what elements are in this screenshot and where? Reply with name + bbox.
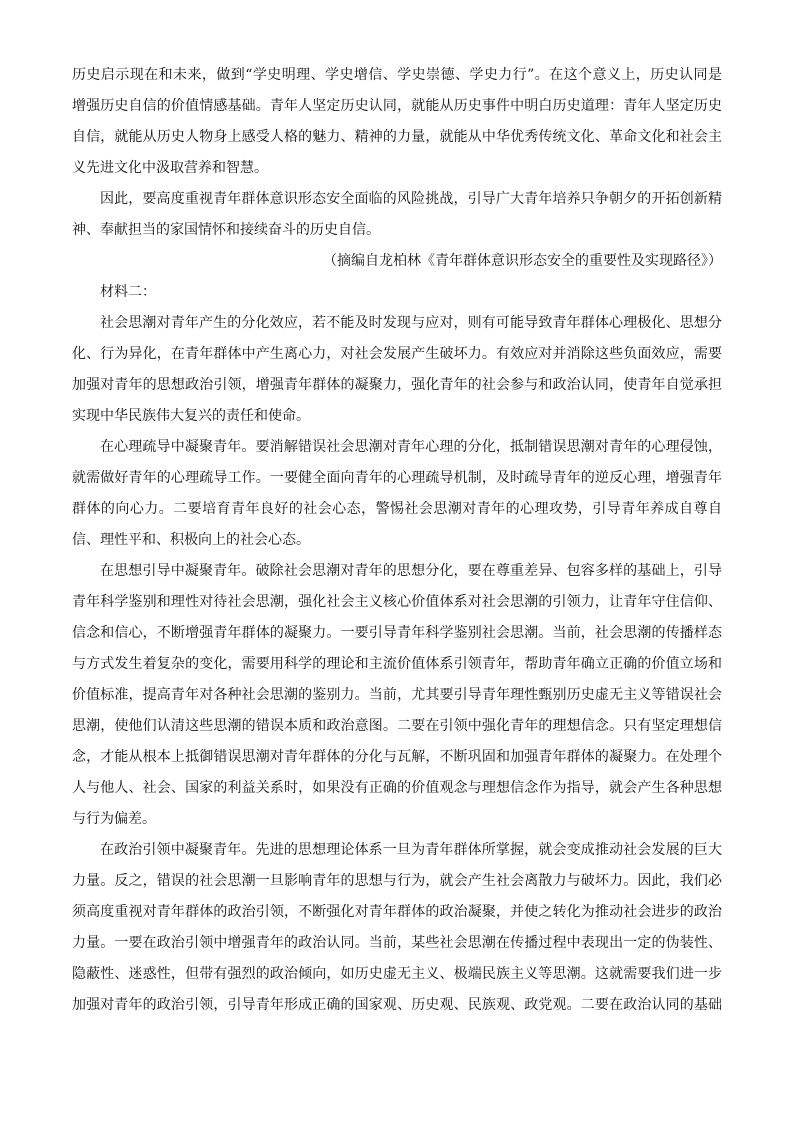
text-line: 社会思潮对青年产生的分化效应，若不能及时发现与应对，则有可能导致青年群体心理极化、思想分 <box>100 315 722 331</box>
text-line: 就需做好青年的心理疏导工作。一要健全面向青年的心理疏导机制，及时疏导青年的逆反心理，增强青年 <box>72 470 722 486</box>
text-line: 信、理性平和、积极向上的社会心态。 <box>72 532 310 548</box>
text-line: 隐蔽性、迷惑性，但带有强烈的政治倾向，如历史虚无主义、极端民族主义等思潮。这就需要我们进一步 <box>72 966 722 982</box>
text-line: 信念和信心，不断增强青年群体的凝聚力。一要引导青年科学鉴别社会思潮。当前，社会思潮的传播样态 <box>72 625 722 641</box>
section-heading: 材料二： <box>100 284 156 300</box>
text-line: 须高度重视对青年群体的政治引领，不断强化对青年群体的政治凝聚，并使之转化为推动社会进步的政治 <box>72 904 722 920</box>
text-line: 群体的向心力。二要培育青年良好的社会心态，警惕社会思潮对青年的心理攻势，引导青年养成自尊自 <box>72 501 722 517</box>
text-line: 历史启示现在和未来，做到“学史明理、学史增信、学史崇德、学史力行”。在这个意义上，历史认同是 <box>72 67 722 83</box>
text-line: 在思想引导中凝聚青年。破除社会思潮对青年的思想分化，要在尊重差异、包容多样的基础上，引导 <box>100 563 722 579</box>
text-line: 思潮，使他们认清这些思潮的错误本质和政治意图。二要在引领中强化青年的理想信念。只有坚定理想信 <box>72 718 722 734</box>
source-citation: （摘编自龙柏林《青年群体意识形态安全的重要性及实现路径》） <box>323 253 722 269</box>
text-line: 价值标准，提高青年对各种社会思潮的鉴别力。当前，尤其要引导青年理性甄别历史虚无主义等错误社会 <box>72 687 722 703</box>
text-line: 因此，要高度重视青年群体意识形态安全面临的风险挑战，引导广大青年培养只争朝夕的开拓创新精 <box>100 191 722 207</box>
text-line: 与行为偏差。 <box>72 811 156 827</box>
text-line: 神、奉献担当的家国情怀和接续奋斗的历史自信。 <box>72 222 380 238</box>
document-page <box>72 60 722 1021</box>
text-line: 增强历史自信的价值情感基础。青年人坚定历史认同，就能从历史事件中明白历史道理：青年人坚定历史 <box>72 98 722 114</box>
text-line: 念，才能从根本上抵御错误思潮对青年群体的分化与瓦解，不断巩固和加强青年群体的凝聚力。在处理个 <box>72 749 722 765</box>
text-line: 实现中华民族伟大复兴的责任和使命。 <box>72 408 310 424</box>
text-line: 青年科学鉴别和理性对待社会思潮，强化社会主义核心价值体系对社会思潮的引领力，让青年守住信仰、 <box>72 594 722 610</box>
text-line: 加强对青年的政治引领，引导青年形成正确的国家观、历史观、民族观、政党观。二要在政治认同的基础 <box>72 997 722 1013</box>
text-line: 自信，就能从历史人物身上感受人格的魅力、精神的力量，就能从中华优秀传统文化、革命文化和社会主 <box>72 129 722 145</box>
text-line: 力量。一要在政治引领中增强青年的政治认同。当前，某些社会思潮在传播过程中表现出一定的伪装性、 <box>72 935 722 951</box>
text-line: 在政治引领中凝聚青年。先进的思想理论体系一旦为青年群体所掌握，就会变成推动社会发展的巨大 <box>100 842 722 858</box>
text-line: 人与他人、社会、国家的利益关系时，如果没有正确的价值观念与理想信念作为指导，就会产生各种思想 <box>72 780 722 796</box>
text-line: 加强对青年的思想政治引领，增强青年群体的凝聚力，强化青年的社会参与和政治认同，使青年自觉承担 <box>72 377 722 393</box>
text-line: 在心理疏导中凝聚青年。要消解错误社会思潮对青年心理的分化，抵制错误思潮对青年的心理侵蚀， <box>100 439 722 455</box>
text-line: 力量。反之，错误的社会思潮一旦影响青年的思想与行为，就会产生社会离散力与破坏力。因此，我们必 <box>72 873 722 889</box>
text-line: 与方式发生着复杂的变化，需要用科学的理论和主流价值体系引领青年，帮助青年确立正确的价值立场和 <box>72 656 722 672</box>
text-line: 化、行为异化，在青年群体中产生离心力，对社会发展产生破坏力。有效应对并消除这些负面效应，需要 <box>72 346 722 362</box>
text-line: 义先进文化中汲取营养和智慧。 <box>72 160 268 176</box>
